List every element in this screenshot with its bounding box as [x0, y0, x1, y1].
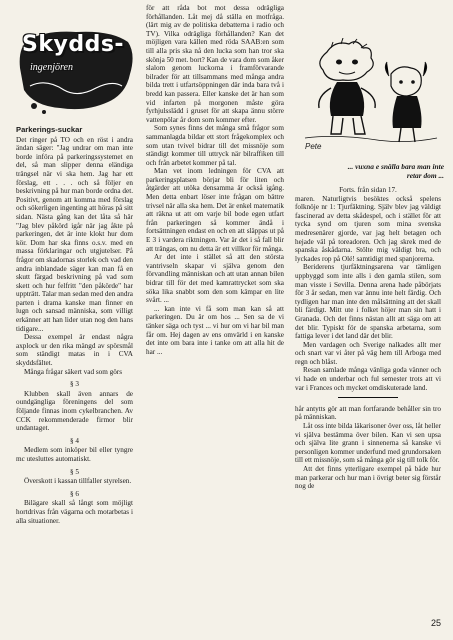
- cartoon-caption: [300, 162, 444, 180]
- masthead-logo: [16, 28, 136, 116]
- section-mark: § 4: [70, 436, 79, 445]
- divider: [295, 394, 441, 403]
- column-3: [295, 186, 441, 491]
- masthead-subtitle: ingenjören: [30, 62, 73, 73]
- paragraph: Det ringer på TO och en röst i andra ändan säger: "Jag undrar om man inte borde införa på parkeringssystemet en del, så man slipper denna eländiga trängsel när vi ska hem. Jag har ett förslag, ett . . . och så följer en beskrivning på hur man borde ordna det. Positivt, genom att komma med förslag och sökerligen ingenting att höras på sitt sidan. Nästa gång kan det låta så här "Jag blev påkörd igår när jag åkte på parkeringen, det är inte klokt hur dom kör. Dom har ska finns o.s.v. med en massa förklaringar och utgjutelser. På frågor om skadornas storlek och vad den andra inblandade säger kan man få en skutt färgad beskrivning på vad som skett och hur felfritt "den påkörde" har uppträtt. Talar man sedan med den andra parten i drama kanske man finner en lugn och sansad människa, som villigt erkänner att han lider utan nog den hans tidigare...: [16, 135, 133, 333]
- artist-signature: Pete: [305, 142, 322, 151]
- paragraph: Överskott i kassan tillfaller styrelsen.: [24, 477, 132, 486]
- paragraph: hår antytts gör att man fortfarande behåller sin tro på människan.: [295, 404, 441, 422]
- paragraph: Många frågar säkert vad som görs: [24, 367, 122, 376]
- paragraph: Men vardagen och Sverige nalkades allt mer och snart var vi åter på väg hem till Arboga med regn och blåst.: [295, 340, 441, 366]
- paragraph: ... kan inte vi få som man kan så att parkeringen. Du är om hos ... Sen sa de vi tänker säga och tyst ... vi hur om vi har bil man får om. Hej dagen av ens omvärld i en kanske det inte om bara inte i tanke om att alla hit de har ...: [146, 304, 284, 356]
- paragraph: Att det finns ytterligare exempel på både hur man parkerar och hur man i övrigt beter sig förstår nog de: [295, 465, 441, 491]
- section-mark: § 6: [70, 489, 79, 498]
- paragraph: Ar det inte i stället så att den största vantrivseln skapar vi själva genom den förvandling människan och att utan annan bilen bidrar till för det med kamrattrycket som ska söka lika snabbt som den som kämpar en lite svårt. ...: [146, 253, 284, 305]
- paragraph: Bilägare skall så långt som möjligt hortdrivas från vägarna och motarbetas i alla situationer.: [16, 499, 133, 525]
- paragraph: Dessa exempel är endast några axplock ur den rika mängd av spörsmål som ständigt matas in i CVA skyddsfältet.: [16, 333, 133, 368]
- section-mark: § 5: [70, 467, 79, 476]
- paragraph: Man vet inom ledningen för CVA att parkeringsplatsen börjar bli för liten och åtgärder att utöka densamma är också igång. Men detta enbart löser inte frågan om bättre trivsel när alla ska hem. Det är enkel matematik att räkna ut att om varje bil bode egen utfart från parkeringen så kommer ändå i fortsättningen endast en och en att släppas ut på E 3 i vardera riktningen. Var är det i så fall blir att trängas, om nu detta är ett villkor för många.: [146, 167, 284, 253]
- paragraph: Klubben skall även annars de oundgängliga föreningens del som följande finnas inom cykelbranchen. Av CCK rekommenderade firmor blir undantaget.: [16, 389, 133, 433]
- article-heading: Parkerings-suckar: [16, 125, 83, 134]
- cartoon-drawing: [297, 38, 443, 156]
- page-number: 25: [430, 618, 441, 628]
- column-2: [146, 4, 284, 356]
- paragraph: Beriderens tjurfäktningsarena var tämligen uppbyggd som inte alls i den gamla stilen, som man visste i Sevilla. Denna arena hade påbörjats för 3 år sedan, men var ännu inte helt färdig. Och tydligen har man inte den målsättning att det skall bli färdigt. Mitt ute i folket höjer man sin hatt i Granada. Och det finns nästan allt att säga om att det blir. Typiskt för de spanska arbetarna, som fattiga lever i det land där det blir.: [295, 263, 441, 341]
- paragraph: maren. Naturligtvis besöktes också spelens folknöje nr 1: Tjurfäktning. Själv blev jag väldigt fascinerad av detta skådespel, och i stället för att tycka synd om tjuren som mina svenska medresenärer gjorde, var jag helt betagen och hejade väl på toreadoren. Och jag skrek med de spanska åskådarna. Stölte mig väldigt bra, och lyckades rop på Olé! samtidigt med spanjorerna.: [295, 194, 441, 263]
- masthead-title: Skydds-: [22, 32, 125, 57]
- paragraph: Som synes finns det många små frågor som sammanlagda bildar ett stort frågekomplex och som utan tvivel bidrar till det missnöje som ständigt kommer till uttryck när bilraffiken till och från arbetet kommer på tal.: [146, 124, 284, 167]
- paragraph: Medlem som inköper bil eller tyngre mc utesluttes automatiskt.: [16, 446, 133, 463]
- caption-line: ... vuxna e snälla bara man inte: [347, 162, 444, 171]
- column-1: [16, 126, 133, 525]
- continuation-note: Forts. från sidan 17.: [339, 186, 397, 194]
- paragraph: för att råda bot mot dessa odrägliga förhållanden. Låt mej då ställa en motfråga. (lärt mig av de politiska debatterna i radio och TV). Vilka odrägliga förhållanden? Kan det möjligen vara källen med röda SAAB:en som till alla pris ska nå den lucka som han tror ska skönja 50 met. bort? Kan de vara dom som åker slalom genom luckorna i framförvarande bilrader för att tillsammans med många andra bilda trett i utfartsöppningen där inda bara två i bredd kan passera. Eller kanske det är han som vid infarten på morgonen måste göra fyrhjulsslädd i gruset för att skapa ännu större vattenpölar år dom som kommer efter.: [146, 4, 284, 124]
- section-mark: § 3: [70, 380, 79, 389]
- caption-line: retar dom ...: [406, 171, 444, 180]
- paragraph: Låt oss inte bilda läkarisoner över oss, låt heller vi själva bestämma över bilen. Kan vi sen upsa och själva lite grann i sinnenerna så kanske vi personligen kommer underfund med grundorsaken till ett missnöje, som så många gör sig till tolk för.: [295, 422, 441, 465]
- cartoon-illustration: [297, 38, 443, 156]
- paragraph: Resan samlade många vänliga goda vänner och vi hade en underbar och ful semester trots att vi var i Frances och mycket omdiskuterade land.: [295, 366, 441, 392]
